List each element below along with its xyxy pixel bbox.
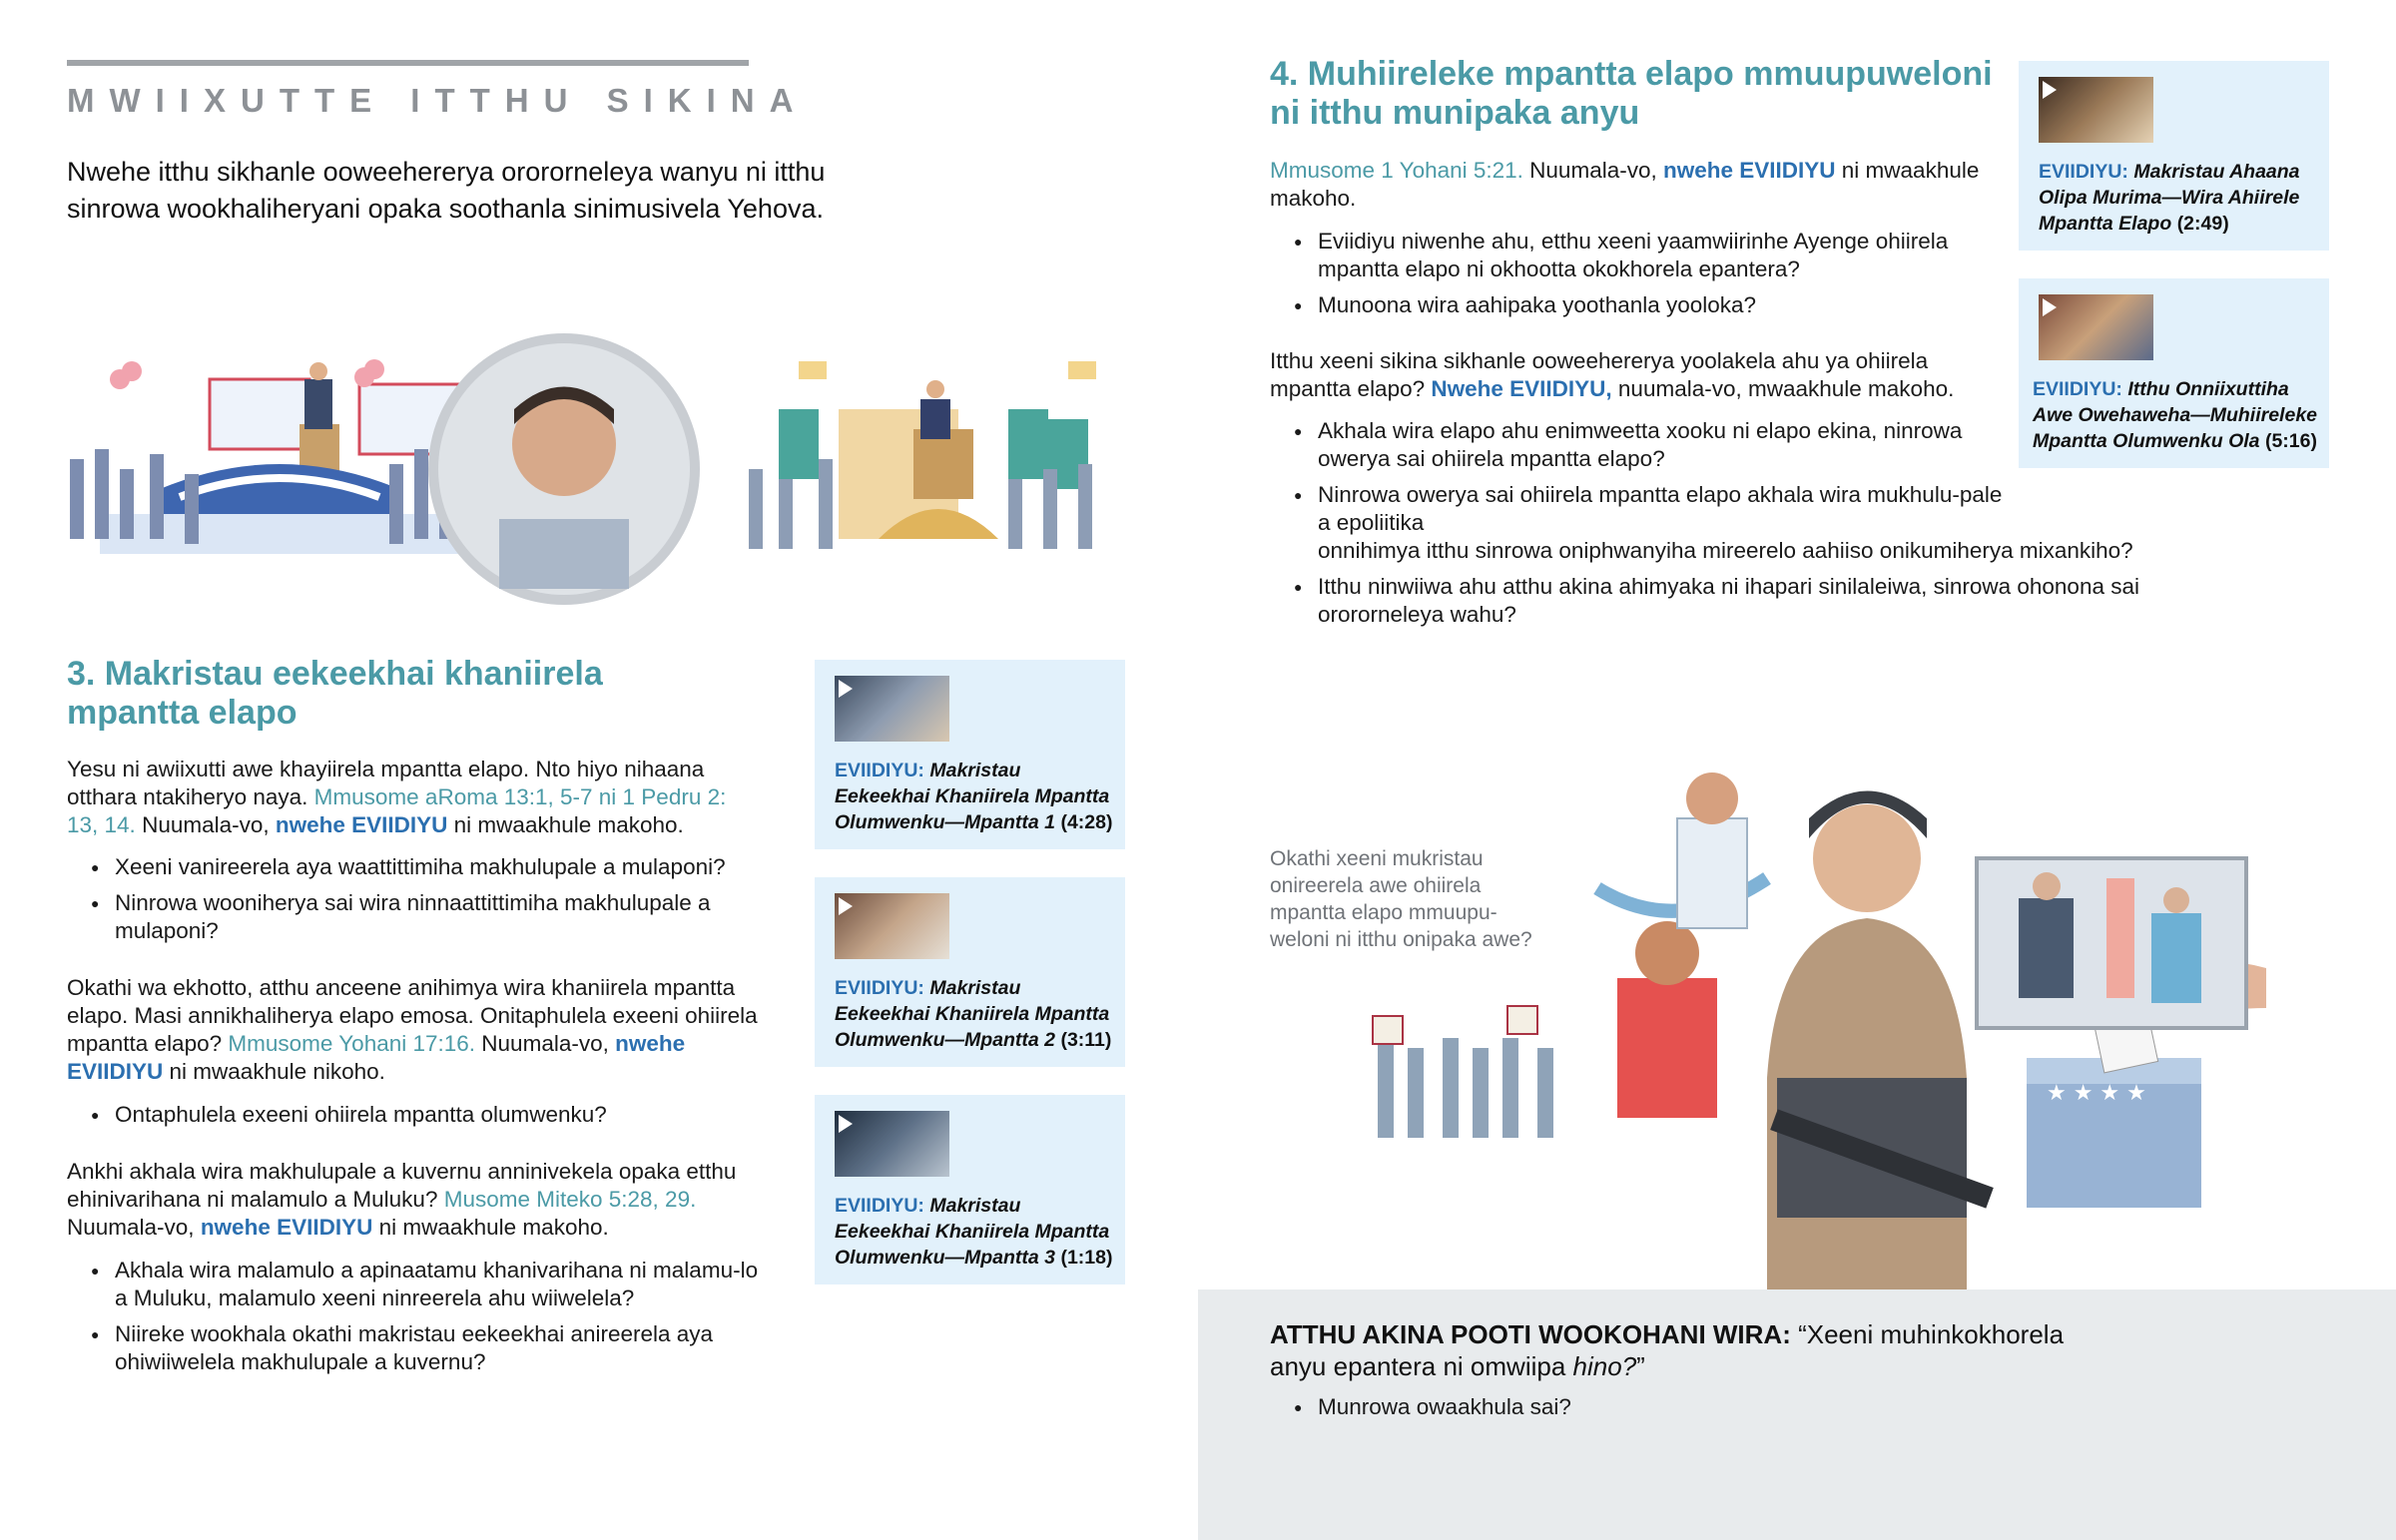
scripture-reference[interactable]: Mmusome aRoma 13:1, 5-7 ni 1 Pedru 2: 13, 14. bbox=[67, 784, 727, 837]
list-item: ● Ontaphulela exeeni ohiirela mpantta olumwenku? bbox=[67, 1101, 766, 1129]
list-item: ● Niireke wookhala okathi makristau eekeekhai anireerela aya ohiwiiwelela makhulupale a kuvernu? bbox=[67, 1320, 776, 1376]
video-card-3[interactable] bbox=[815, 1095, 1125, 1284]
section-3-questions-1 bbox=[67, 853, 766, 953]
video-thumbnail[interactable] bbox=[2039, 294, 2153, 360]
list-item: ● Munrowa owaakhula sai? bbox=[1270, 1393, 1869, 1421]
video-caption: EVIIDIYU: Makristau Eekeekhai Khaniirela Mpantta Olumwenku—Mpantta 2 (3:11) bbox=[835, 977, 1112, 1051]
play-icon bbox=[2043, 298, 2057, 316]
video-link[interactable]: nwehe EVIIDIYU bbox=[1662, 158, 1836, 183]
discussion-bullets bbox=[1270, 1393, 1869, 1429]
illustration-caption: Okathi xeeni mukristau onireerela awe ohiirela mpantta elapo mmuupu-weloni ni itthu onipaka awe? bbox=[1270, 847, 1532, 951]
video-link[interactable]: nwehe EVIIDIYU bbox=[275, 812, 448, 837]
soldier bbox=[1767, 791, 1994, 1293]
play-icon bbox=[2043, 81, 2057, 99]
section-3-paragraph-3: Ankhi akhala wira makhulupale a kuvernu anninivekela opaka etthu ehinivarihana ni malamulo a Muluku? Musome Miteko 5:28, 29. Nuumala-vo, nwehe EVIIDIYU ni mwaakhule makoho. bbox=[67, 1159, 737, 1240]
discussion-question: ATTHU AKINA POOTI WOOKOHANI WIRA: “Xeeni muhinkokhorela anyu epantera ni omwiipa hino?” bbox=[1270, 1319, 2065, 1381]
election-illustration bbox=[60, 329, 1158, 609]
list-item: ● Eviidiyu niwenhe ahu, etthu xeeni yaamwiirinhe Ayenge ohiirela mpantta elapo ni okhootta okokhorela epantera? bbox=[1270, 228, 2009, 283]
video-thumbnail[interactable] bbox=[835, 676, 949, 742]
list-item: ● Ninrowa owerya sai ohiirela mpantta elapo akhala wira mukhulu-pale a epoliitika onnihimya itthu sinrowa oniphwanyiha mireerelo aahiiso onikumiherya mixankiho? bbox=[1270, 481, 2268, 565]
video-thumbnail[interactable] bbox=[835, 893, 949, 959]
video-thumbnail[interactable] bbox=[835, 1111, 949, 1177]
scripture-reference[interactable]: Mmusome 1 Yohani 5:21. bbox=[1270, 158, 1523, 183]
play-icon bbox=[839, 1115, 853, 1133]
section-4-paragraph-1: Mmusome 1 Yohani 5:21. Nuumala-vo, nwehe EVIIDIYU ni mwaakhule makoho. bbox=[1270, 158, 1980, 211]
video-card-2[interactable] bbox=[815, 877, 1125, 1067]
section-3-paragraph-2: Okathi wa ekhotto, atthu anceene anihimya wira khaniirela mpantta elapo. Masi annikhaliherya elapo emosa. Onitaphulela exeeni ohiirela mpantta elapo? Mmusome Yohani 17:16. Nuumala-vo, nwehe EVIIDIYU ni mwaakhule nikoho. bbox=[67, 975, 758, 1084]
play-icon bbox=[839, 680, 853, 698]
left-rally-scene bbox=[70, 359, 469, 554]
section-4-paragraph-2: Itthu xeeni sikina sikhanle ooweehererya yoolakela ahu ya ohiirela mpantta elapo? Nwehe EVIIDIYU, nuumala-vo, mwaakhule makoho. bbox=[1270, 348, 1955, 401]
video-card-4[interactable] bbox=[2019, 61, 2329, 251]
section-3-questions-3 bbox=[67, 1257, 776, 1384]
svg-text:★ ★ ★ ★: ★ ★ ★ ★ bbox=[2047, 1081, 2146, 1106]
video-link[interactable]: nwehe EVIIDIYU bbox=[200, 1215, 373, 1240]
list-item: ● Xeeni vanireerela aya waattittimiha makhulupale a mulaponi? bbox=[67, 853, 766, 881]
video-caption: EVIIDIYU: Makristau Eekeekhai Khaniirela Mpantta Olumwenku—Mpantta 3 (1:18) bbox=[835, 1195, 1113, 1269]
section-3-paragraph-1: Yesu ni awiixutti awe khayiirela mpantta elapo. Nto hiyo nihaana otthara ntakiheryo naya. Mmusome aRoma 13:1, 5-7 ni 1 Pedru 2: 13, 14. Nuumala-vo, nwehe EVIIDIYU ni mwaakhule makoho. bbox=[67, 757, 727, 837]
scripture-reference[interactable]: Musome Miteko 5:28, 29. bbox=[443, 1187, 697, 1212]
video-link[interactable]: Nwehe EVIIDIYU, bbox=[1431, 376, 1612, 401]
right-rally-scene bbox=[749, 361, 1096, 549]
protesters-group bbox=[1373, 1006, 1553, 1138]
list-item: ● Itthu ninwiiwa ahu atthu akina ahimyaka ni ihapari sinilaleiwa, sinrowa ohonona sai orororneleya wahu? bbox=[1270, 573, 2188, 629]
video-caption: EVIIDIYU: Makristau Eekeekhai Khaniirela Mpantta Olumwenku—Mpantta 1 (4:28) bbox=[835, 760, 1113, 833]
video-card-1[interactable] bbox=[815, 660, 1125, 849]
kicker-title: MWIIXUTTE ITTHU SIKINA bbox=[67, 82, 809, 119]
header-rule bbox=[67, 60, 749, 66]
shouting-man bbox=[1677, 772, 1747, 928]
candidate-portrait bbox=[428, 333, 700, 605]
intro-text: Nwehe itthu sikhanle ooweehererya orororneleya wanyu ni itthu sinrowa wookhaliheryani opaka soothanla sinimusivela Yehova. bbox=[67, 157, 826, 224]
video-link[interactable]: nwehe EVIIDIYU bbox=[67, 1031, 686, 1084]
scripture-reference[interactable]: Mmusome Yohani 17:16. bbox=[228, 1031, 476, 1056]
play-icon bbox=[839, 897, 853, 915]
list-item: ● Akhala wira elapo ahu enimweetta xooku ni elapo ekina, ninrowa owerya sai ohiirela mpantta elapo? bbox=[1270, 417, 1989, 473]
video-caption: EVIIDIYU: Itthu Onniixuttiha Awe Owehaweha—Muhiireleke Mpantta Olumwenku Ola (5:16) bbox=[2033, 378, 2318, 452]
section-4-questions-1 bbox=[1270, 228, 2009, 327]
list-item: ● Ninrowa wooniherya sai wira ninnaattittimiha makhulupale a mulaponi? bbox=[67, 889, 766, 945]
video-card-5[interactable] bbox=[2019, 278, 2329, 468]
list-item: ● Munoona wira aahipaka yoothanla yooloka? bbox=[1270, 291, 2009, 319]
tv-screen bbox=[1977, 858, 2246, 1028]
section-3-questions-2 bbox=[67, 1101, 766, 1137]
list-item: ● Akhala wira malamulo a apinaatamu khanivarihana ni malamu-lo a Muluku, malamulo xeeni ninreerela ahu wiiwelela? bbox=[67, 1257, 776, 1312]
video-thumbnail[interactable] bbox=[2039, 77, 2153, 143]
section-3-title: 3. Makristau eekeekhai khaniirela mpantta elapo bbox=[67, 655, 603, 732]
video-caption: EVIIDIYU: Makristau Ahaana Olipa Murima—Wira Ahiirele Mpantta Elapo (2:49) bbox=[2039, 161, 2300, 235]
neutrality-illustration bbox=[1348, 749, 2346, 1292]
section-4-title: 4. Muhiireleke mpantta elapo mmuupuweloni ni itthu munipaka anyu bbox=[1270, 55, 1993, 132]
